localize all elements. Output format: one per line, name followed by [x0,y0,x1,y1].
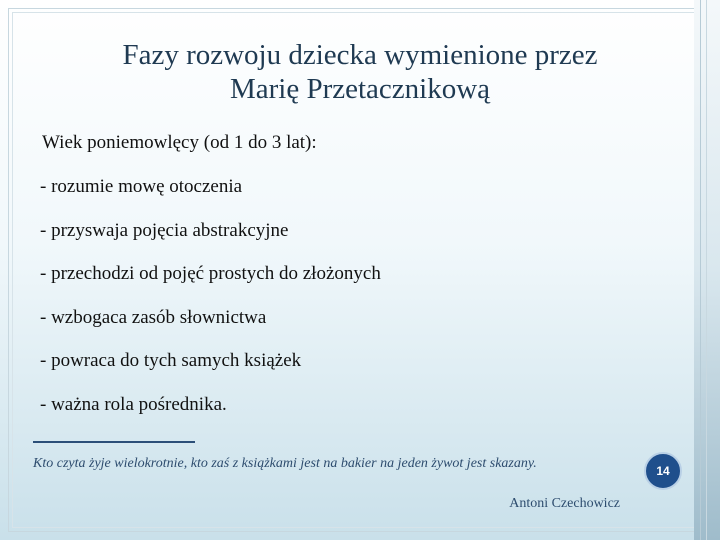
slide-title [40,38,680,106]
quote-text: Kto czyta żyje wielokrotnie, kto zaś z książkami jest na bakier na jeden żywot jest skazany. [33,456,537,471]
slide-title-line-2: Marię Przetacznikową [229,73,491,105]
page-number-badge: 14 [644,452,682,490]
list-item: - powraca do tych samych książek [40,350,302,371]
section-heading: Wiek poniemowlęcy (od 1 do 3 lat): [42,132,317,153]
quote-author: Antoni Czechowicz [509,496,620,511]
footnote-divider [33,441,195,443]
slide-title-line-1: Fazy rozwoju dziecka wymienione przez [122,39,598,71]
list-item: - przyswaja pojęcia abstrakcyjne [40,220,289,241]
list-item: - ważna rola pośrednika. [40,394,227,415]
right-decorative-band [694,0,720,540]
list-item: - przechodzi od pojęć prostych do złożonych [40,263,381,284]
list-item: - rozumie mowę otoczenia [40,176,243,197]
list-item: - wzbogaca zasób słownictwa [40,307,267,328]
